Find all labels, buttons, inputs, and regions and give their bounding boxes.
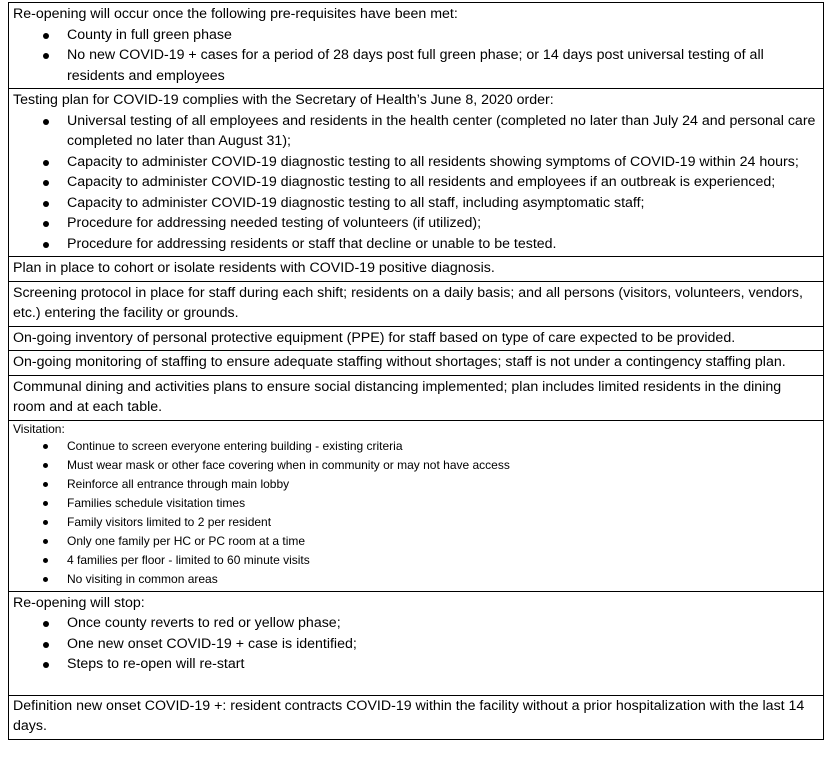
prerequisites-row — [8, 2, 824, 89]
list-item: No visiting in common areas — [13, 570, 817, 589]
cohort-row: Plan in place to cohort or isolate residents with COVID-19 positive diagnosis. — [8, 257, 824, 282]
list-item: 4 families per floor - limited to 60 minute visits — [13, 551, 817, 570]
list-item: County in full green phase — [13, 25, 817, 46]
reopening-stop-list — [13, 613, 817, 675]
list-item: Capacity to administer COVID-19 diagnostic testing to all residents and employees if an outbreak is experienced; — [13, 172, 817, 193]
visitation-row — [8, 421, 824, 592]
list-item: Steps to re-open will re-start — [13, 654, 817, 675]
visitation-list — [13, 437, 817, 589]
staffing-row: On-going monitoring of staffing to ensure adequate staffing without shortages; staff is not under a contingency staffing plan. — [8, 351, 824, 376]
prerequisites-heading: Re-opening will occur once the following pre-requisites have been met: — [13, 6, 458, 22]
definition-row: Definition new onset COVID-19 +: resident contracts COVID-19 within the facility without a prior hospitalization with the last 14 days. — [8, 696, 824, 740]
list-item: Universal testing of all employees and residents in the health center (completed no later than July 24 and personal care completed no later than August 31); — [13, 111, 817, 152]
reopening-stop-heading: Re-opening will stop: — [13, 594, 145, 611]
list-item: Capacity to administer COVID-19 diagnostic testing to all residents showing symptoms of COVID-19 within 24 hours; — [13, 152, 817, 173]
list-item: No new COVID-19 + cases for a period of 28 days post full green phase; or 14 days post universal testing of all residents and employees — [13, 45, 817, 86]
testing-plan-heading: Testing plan for COVID-19 complies with the Secretary of Health’s June 8, 2020 order: — [13, 92, 554, 108]
testing-plan-list — [13, 111, 817, 255]
list-item: Family visitors limited to 2 per resident — [13, 513, 817, 532]
list-item: Procedure for addressing residents or staff that decline or unable to be tested. — [13, 234, 817, 255]
ppe-row: On-going inventory of personal protective equipment (PPE) for staff based on type of care expected to be provided. — [8, 327, 824, 352]
visitation-heading: Visitation: — [13, 421, 65, 436]
list-item: Capacity to administer COVID-19 diagnostic testing to all staff, including asymptomatic staff; — [13, 193, 817, 214]
list-item: Families schedule visitation times — [13, 494, 817, 513]
list-item: Only one family per HC or PC room at a time — [13, 532, 817, 551]
screening-row: Screening protocol in place for staff during each shift; residents on a daily basis; and all persons (visitors, volunteers, vendors, etc.) entering the facility or grounds. — [8, 282, 824, 327]
list-item: Once county reverts to red or yellow phase; — [13, 613, 817, 634]
list-item: One new onset COVID-19 + case is identified; — [13, 634, 817, 655]
dining-row: Communal dining and activities plans to ensure social distancing implemented; plan includes limited residents in the dining room and at each table. — [8, 376, 824, 421]
reopening-stop-row — [8, 592, 824, 696]
list-item: Continue to screen everyone entering building - existing criteria — [13, 437, 817, 456]
list-item: Reinforce all entrance through main lobby — [13, 475, 817, 494]
prerequisites-list — [13, 25, 817, 87]
testing-plan-row — [8, 89, 824, 257]
list-item: Must wear mask or other face covering when in community or may not have access — [13, 456, 817, 475]
requirements-table — [8, 2, 824, 740]
list-item: Procedure for addressing needed testing of volunteers (if utilized); — [13, 213, 817, 234]
